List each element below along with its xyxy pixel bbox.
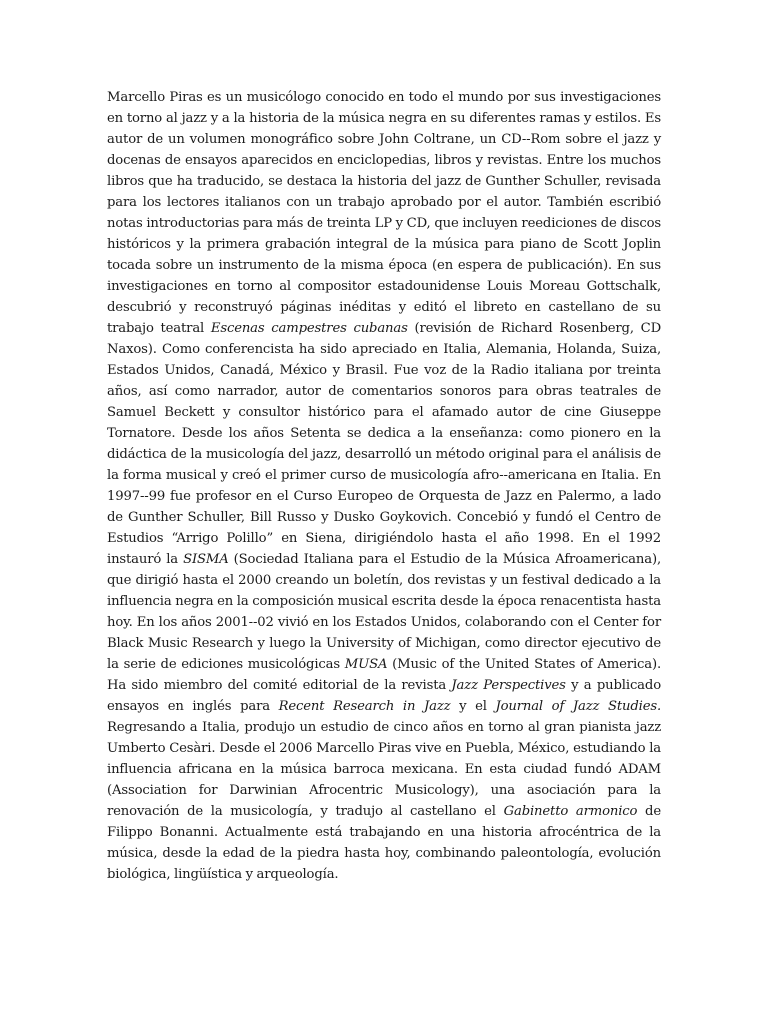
text-run: y a publicado ensayos en inglés para <box>107 678 661 714</box>
text-run: y el <box>450 699 496 714</box>
italic-acronym-sisma: SISMA <box>183 552 229 567</box>
text-run: (Sociedad Italiana para el Estudio de la Música Afroamericana), que dirigió hasta el 2000 creando un boletín, dos revistas y un festival dedicado a la influencia negra en la composición musical escrita desde la época renacentista hasta hoy. En los años 2001--02 vivió en los Estados Unidos, colaborando con el Center for Black Music Research y luego la University of Michigan, como director ejecutivo de la serie de ediciones musicológicas <box>107 552 661 672</box>
italic-title-jazz-perspectives: Jazz Perspectives <box>451 678 566 693</box>
text-run: (revisión de Richard Rosenberg, CD Naxos). Como conferencista ha sido apreciado en Italia, Alemania, Holanda, Suiza, Estados Unidos, Canadá, México y Brasil. Fue voz de la Radio italiana por treinta años, así como narrador, autor de comentarios sonoros para obras teatrales de Samuel Beckett y consultor histórico para el afamado autor de cine Giuseppe Tornatore. Desde los años Setenta se dedica a la enseñanza: como pionero en la didáctica de la musicología del jazz, desarrolló un método original para el análisis de la forma musical y creó el primer curso de musicología afro--americana en Italia. En 1997--99 fue profesor en el Curso Europeo de Orquesta de Jazz en Palermo, a lado de Gunther Schuller, Bill Russo y Dusko Goykovich. Concebió y fundó el Centro de Estudios “Arrigo Polillo” en Siena, dirigiéndolo hasta el año 1998. En el 1992 instauró la <box>107 321 662 567</box>
biography-paragraph <box>107 87 661 885</box>
italic-title-gabinetto-armonico: Gabinetto armonico <box>503 804 638 819</box>
text-run: Regresando a Italia, produjo un estudio de cinco años en torno al gran pianista jazz Umberto Cesàri. Desde el 2006 Marcello Piras vive en Puebla, México, estudiando la influencia africana en la música barroca mexicana. En esta ciudad fundó ADAM (Association for Darwinian Afrocentric Musicology), una asociación para la renovación de la musicología, y tradujo al castellano el <box>107 720 661 819</box>
italic-title-escenas-campestres-cubanas: Escenas campestres cubanas <box>210 321 408 336</box>
italic-title-recent-research-in-jazz: Recent Research in Jazz <box>278 699 451 714</box>
italic-title-journal-of-jazz-studies: Journal of Jazz Studies. <box>495 699 662 714</box>
text-run: de Filippo Bonanni. Actualmente está trabajando en una historia afrocéntrica de la música, desde la edad de la piedra hasta hoy, combinando paleontología, evolución biológica, lingüística y arqueología. <box>107 804 661 882</box>
text-run: (Music of the United States of America). Ha sido miembro del comité editorial de la revista <box>107 657 661 693</box>
text-run: Marcello Piras es un musicólogo conocido en todo el mundo por sus investigaciones en torno al jazz y a la historia de la música negra en su diferentes ramas y estilos. Es autor de un volumen monográfico sobre John Coltrane, un CD--Rom sobre el jazz y docenas de ensayos aparecidos en enciclopedias, libros y revistas. Entre los muchos libros que ha traducido, se destaca la historia del jazz de Gunther Schuller, revisada para los lectores italianos con un trabajo aprobado por el autor. También escribió notas introductorias para más de treinta LP y CD, que incluyen reediciones de discos históricos y la primera grabación integral de la música para piano de Scott Joplin tocada sobre un instrumento de la misma época (en espera de publicación). En sus investigaciones en torno al compositor estadounidense Louis Moreau Gottschalk, descubrió y reconstruyó páginas inéditas y editó el libreto en castellano de su trabajo teatral <box>107 90 661 336</box>
italic-acronym-musa: MUSA <box>344 657 388 672</box>
